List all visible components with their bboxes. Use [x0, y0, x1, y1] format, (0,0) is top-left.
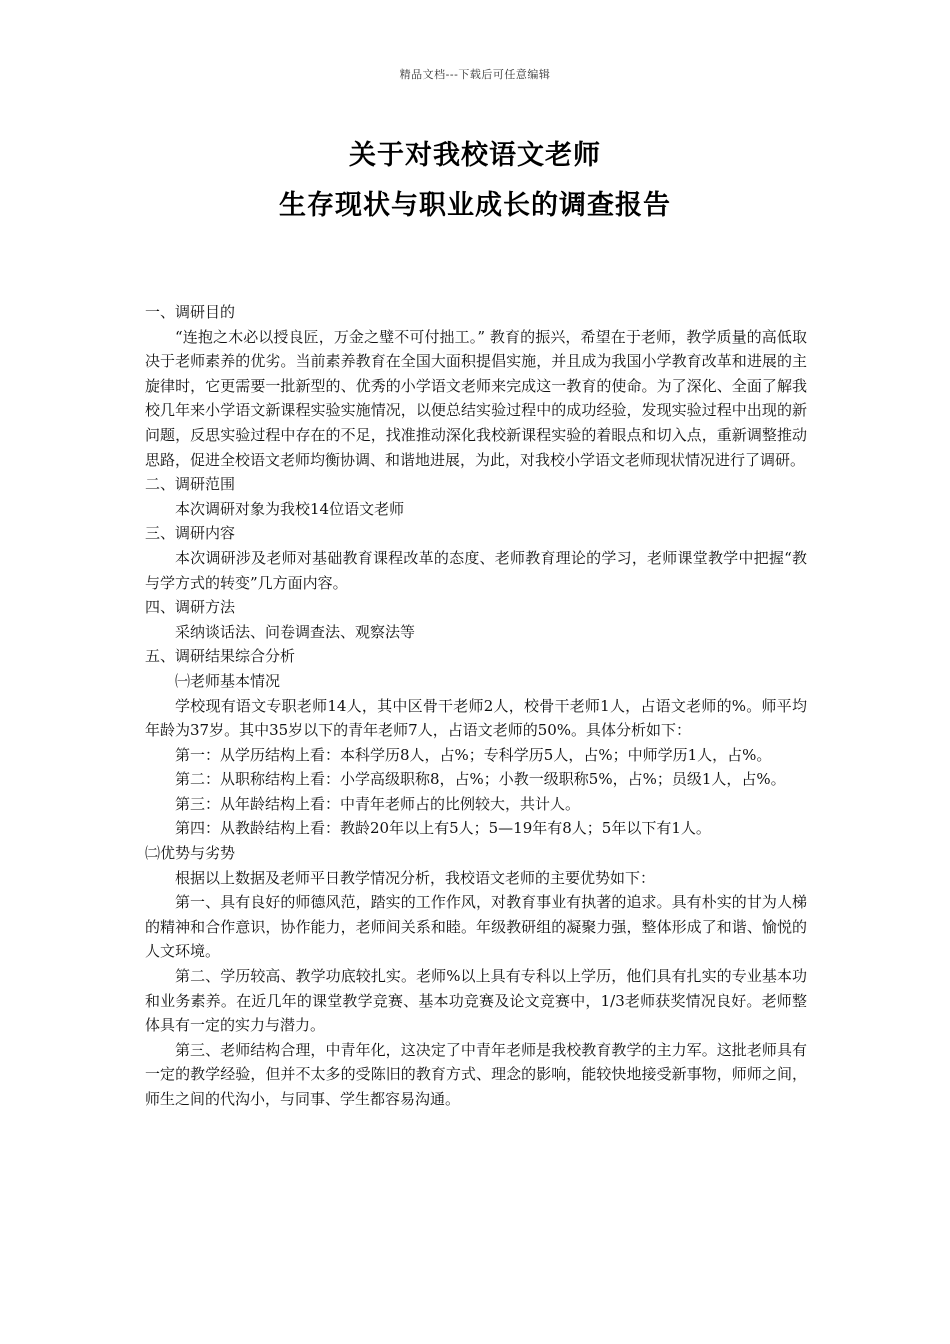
paragraph-basic-info: 学校现有语文专职老师14人，其中区骨干老师2人，校骨干老师1人，占语文老师的%。师平均年龄为37岁。其中35岁以下的青年老师7人，占语文老师的50%。具体分析如下： [145, 696, 807, 740]
paragraph-strength-2: 第二、学历较高、教学功底较扎实。老师%以上具有专科以上学历，他们具有扎实的专业基本功和业务素养。在近几年的课堂教学竞赛、基本功竞赛及论文竞赛中，1/3老师获奖情况良好。老师整体具有一定的实力与潜力。 [145, 967, 807, 1035]
paragraph-strengths-intro: 根据以上数据及老师平日教学情况分析，我校语文老师的主要优势如下： [175, 868, 656, 887]
paragraph-purpose: “连抱之木必以授良匠，万金之璧不可付拙工。” 教育的振兴，希望在于老师，教学质量的高低取决于老师素养的优劣。当前素养教育在全国大面积提倡实施，并且成为我国小学教育改革和进展的主旋律时，它更需要一批新型的、优秀的小学语文老师来完成这一教育的使命。为了深化、全面了解我校几年来小学语文新课程实验实施情况，以便总结实验过程中的成功经验，发现实验过程中出现的新问题，反思实验过程中存在的不足，找准推动深化我校新课程实验的着眼点和切入点，重新调整推动思路，促进全校语文老师均衡协调、和谐地进展，为此，对我校小学语文老师现状情况进行了调研。 [145, 327, 807, 469]
document-title-line-2: 生存现状与职业成长的调查报告 [279, 190, 671, 221]
document-body [145, 300, 807, 1112]
paragraph-age-structure: 第三：从年龄结构上看：中青年老师占的比例较大，共计人。 [175, 794, 581, 813]
paragraph-title-structure: 第二：从职称结构上看：小学高级职称8，占%；小教一级职称5%，占%；员级1人，占%。 [175, 770, 786, 789]
paragraph-scope: 本次调研对象为我校14位语文老师 [175, 499, 405, 518]
section-heading-method: 四、调研方法 [145, 598, 236, 617]
document-title-line-1: 关于对我校语文老师 [349, 140, 601, 171]
section-heading-content: 三、调研内容 [145, 524, 236, 543]
paragraph-strength-1: 第一、具有良好的师德风范，踏实的工作作风，对教育事业有执著的追求。具有朴实的甘为人梯的精神和合作意识，协作能力，老师间关系和睦。年级教研组的凝聚力强，整体形成了和谐、愉悦的人文环境。 [145, 893, 807, 961]
section-heading-analysis: 五、调研结果综合分析 [145, 647, 296, 666]
paragraph-teaching-years: 第四：从教龄结构上看：教龄20年以上有5人；5—19年有8人；5年以下有1人。 [175, 819, 711, 838]
paragraph-method: 采纳谈话法、问卷调查法、观察法等 [175, 622, 416, 641]
paragraph-strength-3: 第三、老师结构合理，中青年化，这决定了中青年老师是我校教育教学的主力军。这批老师具有一定的教学经验，但并不太多的受陈旧的教育方式、理念的影响，能较快地接受新事物，师师之间，师生之间的代沟小，与同事、学生都容易沟通。 [145, 1040, 807, 1108]
section-heading-purpose: 一、调研目的 [145, 303, 236, 321]
section-heading-scope: 二、调研范围 [145, 475, 236, 494]
subheading-strengths-weaknesses: ㈡优势与劣势 [145, 844, 236, 863]
paragraph-education-structure: 第一：从学历结构上看：本科学历8人，占%；专科学历5人，占%；中师学历1人，占%。 [175, 745, 772, 764]
subheading-basic-info: ㈠老师基本情况 [175, 671, 281, 690]
paragraph-content: 本次调研涉及老师对基础教育课程改革的态度、老师教育理论的学习，老师课堂教学中把握“教与学方式的转变”几方面内容。 [145, 548, 807, 592]
header-watermark: 精品文档---下载后可任意编辑 [399, 68, 551, 81]
